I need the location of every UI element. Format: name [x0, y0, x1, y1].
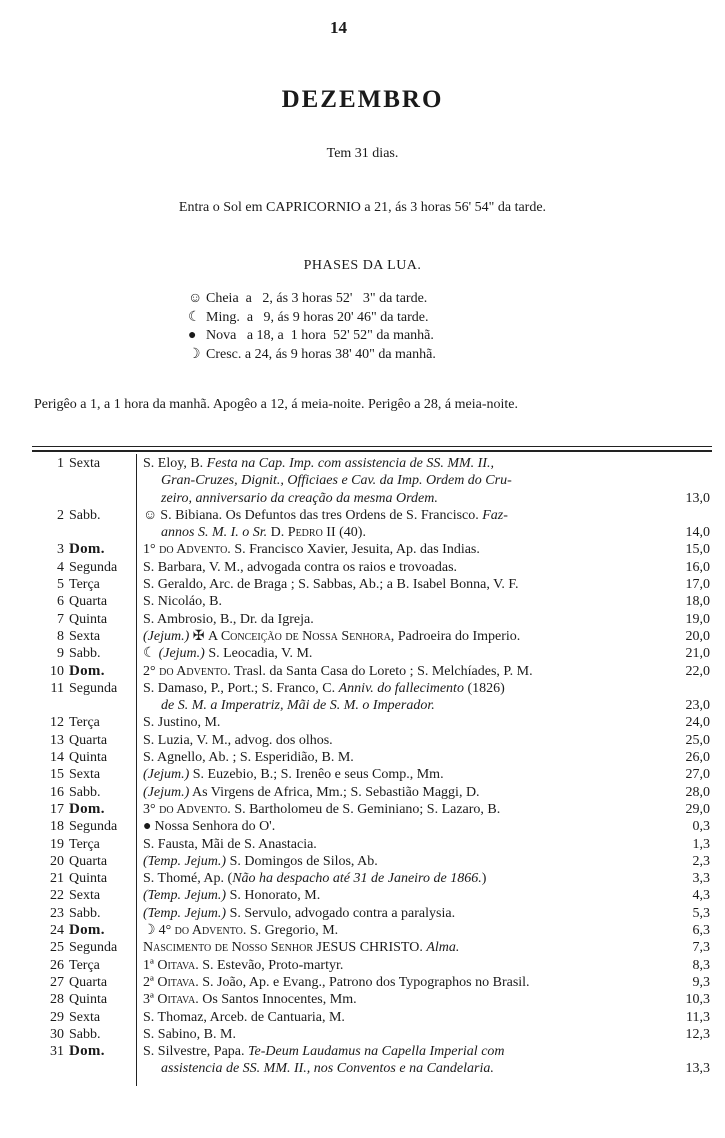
entry-segment: 2ª Oitava.: [143, 974, 199, 990]
moon-age: 19,0: [685, 611, 710, 627]
table-row-continuation: [30, 1060, 710, 1077]
entry-segment: 1ª Oitava.: [143, 957, 199, 973]
weekday: Quarta: [69, 594, 108, 610]
entry-text: [143, 680, 505, 697]
table-row: [30, 628, 710, 645]
new-moon-icon: ●: [143, 819, 152, 835]
entry-text: [161, 472, 512, 489]
weekday: Terça: [69, 836, 100, 852]
table-row: [30, 836, 710, 853]
entry-segment: Nossa Senhora do O'.: [154, 819, 276, 835]
table-row: [30, 957, 710, 974]
weekday: Sabb.: [69, 1026, 101, 1042]
table-row: [30, 732, 710, 749]
day-number: 22: [50, 888, 64, 904]
table-row: [30, 559, 710, 576]
weekday: Terça: [69, 957, 100, 973]
weekday: Sexta: [69, 888, 101, 904]
entry-segment: (Jejum.): [143, 628, 190, 644]
day-number: 14: [50, 750, 64, 766]
day-number: 17: [50, 801, 64, 817]
entry-text: [143, 645, 312, 662]
day-number: 9: [57, 646, 64, 662]
entry-text: [143, 507, 508, 524]
day-number: 31: [50, 1044, 64, 1060]
entry-segment: JESUS CHRISTO.: [313, 940, 427, 956]
entry-segment: Anniv. do fallecimento: [338, 680, 464, 696]
moon-age: 10,3: [685, 992, 710, 1008]
entry-text: [143, 922, 338, 939]
entry-segment: S. Bibiana. Os Defuntos das tres Ordens de S. Francisco.: [160, 507, 483, 523]
entry-text: [143, 887, 320, 904]
entry-segment: S. Nicoláo, B.: [143, 594, 222, 610]
entry-segment: (1826): [463, 680, 505, 696]
table-row: [30, 974, 710, 991]
table-rule-thin: [32, 446, 712, 447]
moon-age: 26,0: [685, 750, 710, 766]
entry-segment: Festa na Cap. Imp. com assistencia de SS. MM. II.,: [206, 456, 494, 471]
table-row: [30, 922, 710, 939]
moon-age: 3,3: [692, 871, 710, 887]
sun-entry: Entra o Sol em CAPRICORNIO a 21, ás 3 horas 56' 54" da tarde.: [178, 200, 547, 215]
weekday: Quinta: [69, 992, 108, 1008]
entry-segment: S. Bartholomeu de S. Geminiano; S. Lazaro, B.: [230, 801, 501, 817]
moon-age: 16,0: [685, 559, 710, 575]
table-row: [30, 611, 710, 628]
entry-text: [161, 524, 366, 541]
entry-segment: Gran-Cruzes, Dignit., Officiaes e Cav. da Imp. Ordem do Cru-: [161, 473, 512, 489]
weekday: Segunda: [69, 680, 118, 696]
weekday: Sabb.: [69, 646, 101, 662]
table-row: [30, 576, 710, 593]
entry-segment: S. Domingos de Silos, Ab.: [226, 853, 378, 869]
entry-segment: S. Fausta, Mãi de S. Anastacia.: [143, 836, 317, 852]
waning-moon-icon: ☾: [143, 646, 156, 662]
table-row-continuation: [30, 490, 710, 507]
entry-text: [143, 1026, 236, 1043]
weekday: Dom.: [69, 1043, 105, 1060]
entry-segment: S. Damaso, P., Port.; S. Franco, C.: [143, 680, 339, 696]
entry-text: [143, 853, 378, 870]
table-row: [30, 818, 710, 835]
moon-phase-row: [188, 327, 436, 346]
table-row: [30, 853, 710, 870]
table-row: [30, 991, 710, 1008]
entry-segment: (Jejum.): [143, 784, 190, 800]
day-number: 8: [57, 628, 64, 644]
table-row: [30, 541, 710, 558]
entry-segment: S. Barbara, V. M., advogada contra os raios e trovoadas.: [143, 559, 458, 575]
entry-segment: S. Gregorio, M.: [246, 923, 339, 939]
moon-age: 22,0: [685, 663, 710, 679]
moon-phase-row: [188, 346, 436, 365]
moon-age: 25,0: [685, 732, 710, 748]
entry-text: [143, 628, 520, 645]
moon-age: 0,3: [692, 819, 710, 835]
moon-age: 15,0: [685, 542, 710, 558]
entry-segment: S. Sabino, B. M.: [143, 1026, 236, 1042]
entry-segment: S. Eloy, B.: [143, 456, 207, 471]
entry-segment: S. João, Ap. e Evang., Patrono dos Typographos no Brasil.: [198, 974, 530, 990]
entry-text: [143, 905, 455, 922]
entry-text: [143, 749, 354, 766]
entry-text: [143, 801, 500, 818]
table-row: [30, 939, 710, 956]
day-number: 11: [50, 680, 64, 696]
entry-segment: S. Estevão, Proto-martyr.: [198, 957, 344, 973]
entry-text: [143, 957, 343, 974]
entry-text: [143, 766, 444, 783]
table-row: [30, 455, 710, 472]
day-number: 16: [50, 784, 64, 800]
weekday: Dom.: [69, 541, 105, 558]
table-row: [30, 887, 710, 904]
moon-phase-text: Cheia a 2, ás 3 horas 52' 3" da tarde.: [206, 291, 428, 306]
moon-phase-row: [188, 290, 436, 309]
entry-segment: S. Thomé, Ap. (: [143, 871, 233, 887]
entry-text: [143, 974, 530, 991]
day-number: 29: [50, 1009, 64, 1025]
entry-segment: 2° do Advento.: [143, 663, 231, 679]
table-row: [30, 801, 710, 818]
entry-text: [143, 818, 275, 835]
weekday: Segunda: [69, 819, 118, 835]
entry-text: [143, 991, 357, 1008]
table-row: [30, 870, 710, 887]
moon-age: 23,0: [685, 698, 710, 714]
weekday: Quarta: [69, 974, 108, 990]
table-row: [30, 680, 710, 697]
entry-text: [143, 455, 494, 472]
moon-age: 14,0: [685, 525, 710, 541]
table-row: [30, 1026, 710, 1043]
table-row: [30, 593, 710, 610]
moon-age: 1,3: [692, 836, 710, 852]
day-number: 15: [50, 767, 64, 783]
entry-segment: 4° do Advento.: [158, 923, 247, 939]
moon-age: 29,0: [685, 801, 710, 817]
day-number: 21: [50, 871, 64, 887]
moon-age: 7,3: [692, 940, 710, 956]
entry-text: [143, 1043, 505, 1060]
day-number: 5: [57, 577, 64, 593]
entry-text: [143, 939, 459, 956]
entry-text: [143, 593, 222, 610]
day-number: 13: [50, 732, 64, 748]
weekday: Quinta: [69, 871, 108, 887]
waxing-moon-icon: ☽: [188, 346, 201, 362]
weekday: Dom.: [69, 922, 105, 939]
day-number: 4: [57, 559, 64, 575]
moon-phase-text: Nova a 18, a 1 hora 52' 52" da manhã.: [206, 328, 434, 343]
day-number: 23: [50, 905, 64, 921]
day-number: 7: [57, 611, 64, 627]
entry-segment: de S. M. a Imperatriz, Mãi de S. M. o Imperador.: [161, 698, 435, 714]
moon-age: 13,0: [685, 490, 710, 506]
month-title: DEZEMBRO: [281, 86, 444, 113]
moon-age: 11,3: [686, 1009, 710, 1025]
entry-segment: 1° do Advento.: [143, 542, 231, 558]
weekday: Quarta: [69, 732, 108, 748]
entry-segment: S. Ambrosio, B., Dr. da Igreja.: [143, 611, 314, 627]
entry-segment: Os Santos Innocentes, Mm.: [198, 992, 357, 1008]
entry-segment: A Conceição de Nossa Senhora,: [208, 628, 395, 644]
table-row: [30, 1009, 710, 1026]
entry-text: [143, 611, 314, 628]
entry-segment: Te-Deum Laudamus na Capella Imperial com: [248, 1044, 505, 1060]
moon-age: 2,3: [692, 853, 710, 869]
entry-text: [161, 1060, 494, 1077]
entry-segment: ✠: [189, 628, 208, 644]
table-row: [30, 784, 710, 801]
full-moon-icon: ☺: [143, 507, 158, 523]
entry-text: [143, 559, 457, 576]
entry-segment: S. Servulo, advogado contra a paralysia.: [226, 905, 456, 921]
weekday: Sabb.: [69, 507, 101, 523]
day-number: 10: [50, 663, 64, 679]
table-row-continuation: [30, 524, 710, 541]
moon-age: 17,0: [685, 577, 710, 593]
weekday: Terça: [69, 577, 100, 593]
days-count: Tem 31 dias.: [326, 146, 399, 161]
entry-segment: Padroeira do Imperio.: [394, 628, 521, 644]
entry-segment: S. Honorato, M.: [226, 888, 321, 904]
waning-moon-icon: ☾: [188, 309, 201, 325]
entry-segment: (Temp. Jejum.): [143, 853, 227, 869]
day-number: 19: [50, 836, 64, 852]
moon-age: 9,3: [692, 974, 710, 990]
day-number: 27: [50, 974, 64, 990]
waxing-moon-icon: ☽: [143, 923, 156, 939]
moon-age: 20,0: [685, 628, 710, 644]
day-number: 25: [50, 940, 64, 956]
day-number: 18: [50, 819, 64, 835]
moon-phases-list: [188, 290, 436, 364]
table-rule-thick: [32, 450, 712, 452]
moon-phase-text: Ming. a 9, ás 9 horas 20' 46" da tarde.: [206, 309, 429, 325]
weekday: Sexta: [69, 767, 101, 783]
table-row: [30, 905, 710, 922]
moon-age: 27,0: [685, 767, 710, 783]
day-number: 2: [57, 507, 64, 523]
moon-phase-row: [188, 309, 436, 328]
table-row: [30, 645, 710, 662]
entry-segment: assistencia de SS. MM. II., nos Conventos e na Candelaria.: [161, 1061, 494, 1077]
entry-segment: S. Agnello, Ab. ; S. Esperidião, B. M.: [143, 750, 354, 766]
entry-text: [143, 870, 486, 887]
moon-age: 4,3: [692, 888, 710, 904]
moon-age: 13,3: [685, 1061, 710, 1077]
moon-age: 28,0: [685, 784, 710, 800]
moon-age: 18,0: [685, 594, 710, 610]
day-number: 24: [50, 923, 64, 939]
entry-text: [143, 576, 519, 593]
weekday: Sabb.: [69, 905, 101, 921]
new-moon-icon: ●: [188, 328, 197, 343]
entry-text: [143, 732, 333, 749]
moon-age: 21,0: [685, 646, 710, 662]
weekday: Sexta: [69, 1009, 101, 1025]
entry-segment: Alma.: [426, 940, 460, 956]
table-row: [30, 766, 710, 783]
table-row: [30, 663, 710, 680]
table-row: [30, 749, 710, 766]
entry-text: [143, 714, 220, 731]
weekday: Segunda: [69, 559, 118, 575]
weekday: Terça: [69, 715, 100, 731]
entry-text: [143, 541, 480, 558]
entry-segment: Trasl. da Santa Casa do Loreto ; S. Melchíades, P. M.: [230, 663, 533, 679]
weekday: Sexta: [69, 628, 101, 644]
moon-age: 24,0: [685, 715, 710, 731]
entry-text: [161, 697, 435, 714]
weekday: Dom.: [69, 662, 105, 679]
entry-segment: (Temp. Jejum.): [143, 905, 227, 921]
entry-segment: 3° do Advento.: [143, 801, 231, 817]
entry-segment: zeiro, anniversario da creação da mesma Ordem.: [161, 490, 438, 506]
entry-segment: Nascimento de Nosso Senhor: [143, 940, 314, 956]
entry-text: [143, 1009, 345, 1026]
weekday: Segunda: [69, 940, 118, 956]
entry-segment: Faz-: [482, 507, 508, 523]
day-number: 1: [57, 456, 64, 471]
entry-segment: (Jejum.): [143, 767, 190, 783]
entry-segment: 3ª Oitava.: [143, 992, 199, 1008]
weekday: Sexta: [69, 456, 101, 471]
weekday: Quarta: [69, 853, 108, 869]
entry-segment: D. Pedro: [270, 525, 323, 541]
moon-age: 8,3: [692, 957, 710, 973]
entry-text: [143, 784, 480, 801]
day-number: 12: [50, 715, 64, 731]
moon-age: 6,3: [692, 923, 710, 939]
entry-segment: S. Justino, M.: [143, 715, 221, 731]
entry-segment: II (40).: [322, 525, 366, 541]
entry-segment: S. Silvestre, Papa.: [143, 1044, 248, 1060]
day-number: 20: [50, 853, 64, 869]
entry-text: [143, 663, 533, 680]
day-number: 26: [50, 957, 64, 973]
table-row-continuation: [30, 472, 710, 489]
entry-text: [143, 836, 317, 853]
table-row-continuation: [30, 697, 710, 714]
moon-phase-text: Cresc. a 24, ás 9 horas 38' 40" da manhã.: [206, 346, 436, 362]
entry-segment: S. Thomaz, Arceb. de Cantuaria, M.: [143, 1009, 345, 1025]
moon-age: 12,3: [685, 1026, 710, 1042]
entry-segment: S. Geraldo, Arc. de Braga ; S. Sabbas, Ab.; a B. Isabel Bonna, V. F.: [143, 577, 519, 593]
entry-segment: Não ha despacho até 31 de Janeiro de 1866.: [232, 871, 482, 887]
day-number: 30: [50, 1026, 64, 1042]
entry-text: [161, 490, 438, 507]
entry-segment: (Jejum.): [158, 646, 205, 662]
full-moon-icon: ☺: [188, 291, 203, 306]
weekday: Sabb.: [69, 784, 101, 800]
entry-segment: S. Francisco Xavier, Jesuita, Ap. das Indias.: [230, 542, 480, 558]
entry-segment: S. Luzia, V. M., advog. dos olhos.: [143, 732, 333, 748]
table-row: [30, 1043, 710, 1060]
day-number: 28: [50, 992, 64, 1008]
perigee-apogee-note: Perigêo a 1, a 1 hora da manhã. Apogêo a 12, á meia-noite. Perigêo a 28, á meia-noite.: [34, 397, 518, 412]
weekday: Quinta: [69, 611, 108, 627]
table-row: [30, 507, 710, 524]
entry-segment: ): [481, 871, 487, 887]
table-row: [30, 714, 710, 731]
page-number: 14: [330, 18, 347, 37]
entry-segment: As Virgens de Africa, Mm.; S. Sebastião Maggi, D.: [189, 784, 480, 800]
weekday: Quinta: [69, 750, 108, 766]
weekday: Dom.: [69, 800, 105, 817]
day-number: 3: [57, 542, 64, 558]
day-number: 6: [57, 594, 64, 610]
moon-phases-title: PHASES DA LUA.: [303, 258, 422, 273]
calendar-table: [30, 455, 710, 1078]
entry-segment: S. Leocadia, V. M.: [204, 646, 313, 662]
entry-segment: annos S. M. I. o Sr.: [161, 525, 271, 541]
entry-segment: (Temp. Jejum.): [143, 888, 227, 904]
entry-segment: S. Euzebio, B.; S. Irenêo e seus Comp., Mm.: [189, 767, 444, 783]
moon-age: 5,3: [692, 905, 710, 921]
